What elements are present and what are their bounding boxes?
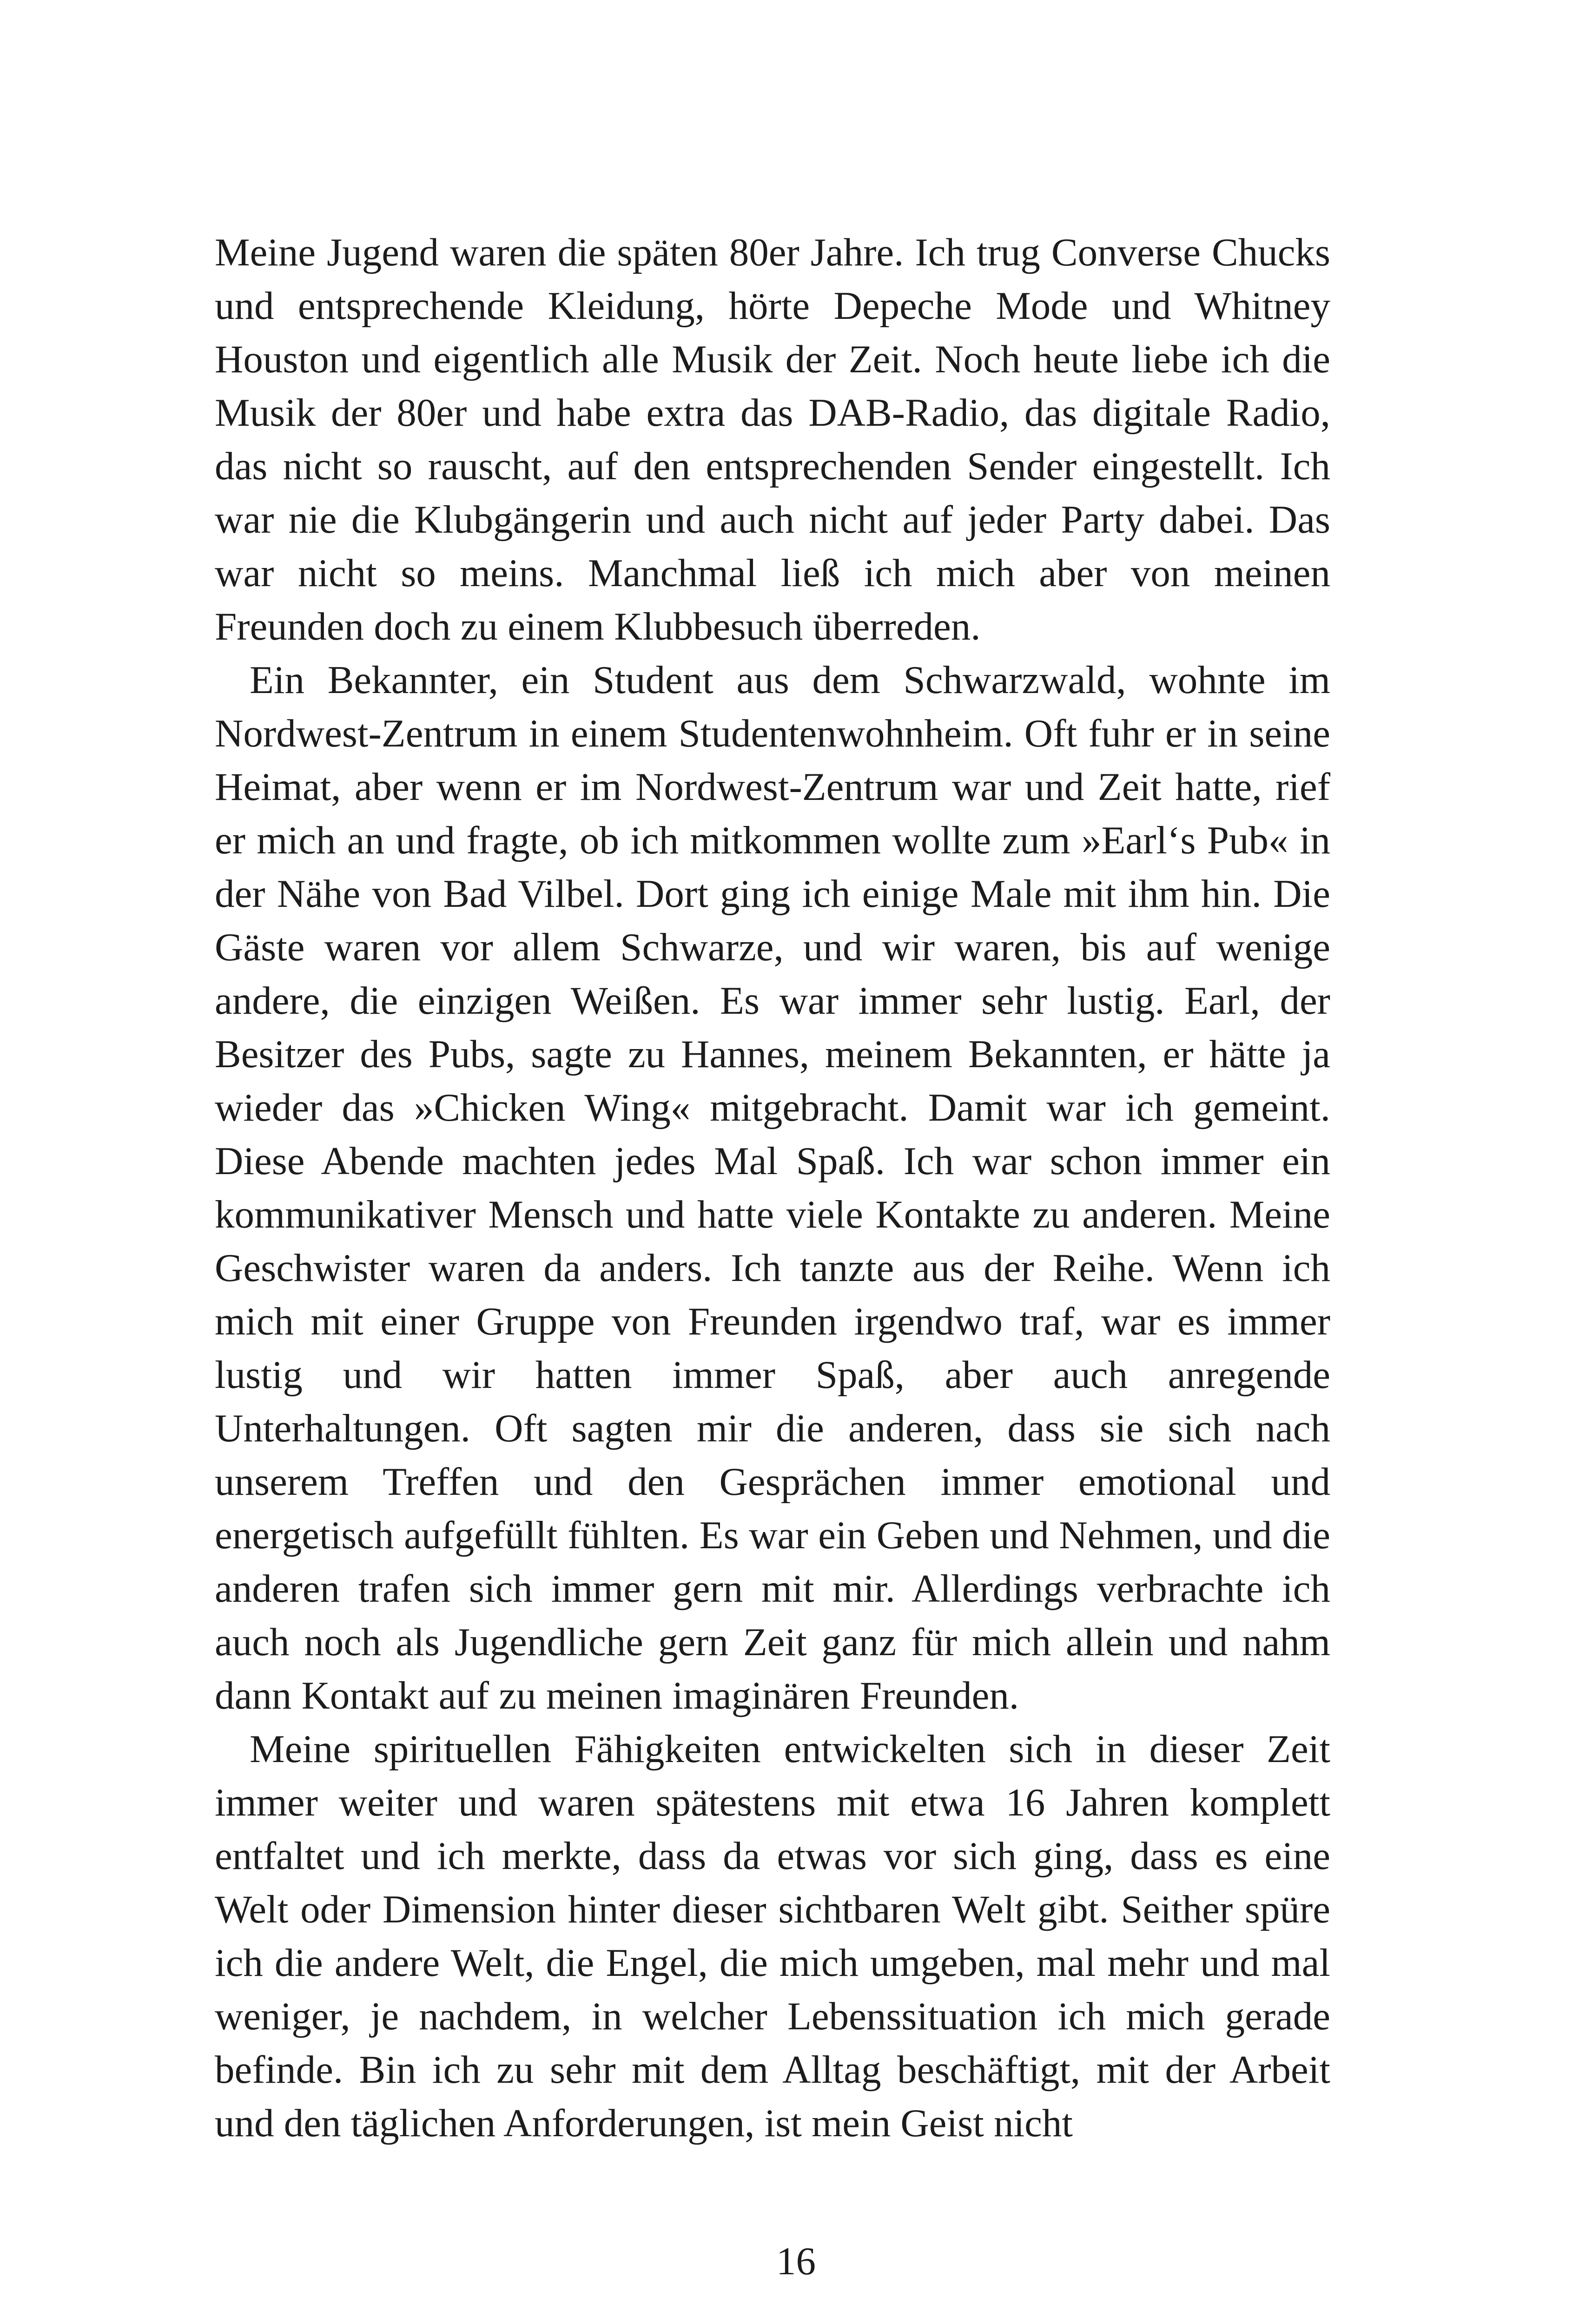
paragraph-3: Meine spirituellen Fähigkeiten entwickelten sich in dieser Zeit immer weiter und waren spätestens mit etwa 16 Jahren komplett entfaltet und ich merkte, dass da etwas vor sich ging, dass es eine Welt oder Dimension hinter dieser sichtbaren Welt gibt. Seither spüre ich die andere Welt, die Engel, die mich umgeben, mal mehr und mal weniger, je nachdem, in welcher Lebenssituation ich mich gerade befinde. Bin ich zu sehr mit dem Alltag beschäftigt, mit der Arbeit und den täglichen Anforderungen, ist mein Geist nicht: [215, 1727, 1330, 2145]
body-text: [215, 226, 1330, 2150]
page-number: 16: [776, 2239, 816, 2283]
paragraph-1: Meine Jugend waren die späten 80er Jahre. Ich trug Converse Chucks und entsprechende Kleidung, hörte Depeche Mode und Whitney Houston und eigentlich alle Musik der Zeit. Noch heute liebe ich die Musik der 80er und habe extra das DAB-Radio, das digitale Radio, das nicht so rauscht, auf den entsprechenden Sender eingestellt. Ich war nie die Klubgängerin und auch nicht auf jeder Party dabei. Das war nicht so meins. Manchmal ließ ich mich aber von meinen Freunden doch zu einem Klubbesuch überreden.: [215, 231, 1330, 648]
paragraph-2: Ein Bekannter, ein Student aus dem Schwarzwald, wohnte im Nordwest-Zentrum in einem Studentenwohnheim. Oft fuhr er in seine Heimat, aber wenn er im Nordwest-Zentrum war und Zeit hatte, rief er mich an und fragte, ob ich mitkommen wollte zum »Earl‘s Pub« in der Nähe von Bad Vilbel. Dort ging ich einige Male mit ihm hin. Die Gäste waren vor allem Schwarze, und wir waren, bis auf wenige andere, die einzigen Weißen. Es war immer sehr lustig. Earl, der Besitzer des Pubs, sagte zu Hannes, meinem Bekannten, er hätte ja wieder das »Chicken Wing« mitgebracht. Damit war ich gemeint. Diese Abende machten jedes Mal Spaß. Ich war schon immer ein kommunikativer Mensch und hatte viele Kontakte zu anderen. Meine Geschwister waren da anders. Ich tanzte aus der Reihe. Wenn ich mich mit einer Gruppe von Freunden irgendwo traf, war es immer lustig und wir hatten immer Spaß, aber auch anregende Unterhaltungen. Oft sagten mir die anderen, dass sie sich nach unserem Treffen und den Gesprächen immer emotional und energetisch aufgefüllt fühlten. Es war ein Geben und Nehmen, und die anderen trafen sich immer gern mit mir. Allerdings verbrachte ich auch noch als Jugendliche gern Zeit ganz für mich allein und nahm dann Kontakt auf zu meinen imaginären Freunden.: [215, 658, 1330, 1717]
